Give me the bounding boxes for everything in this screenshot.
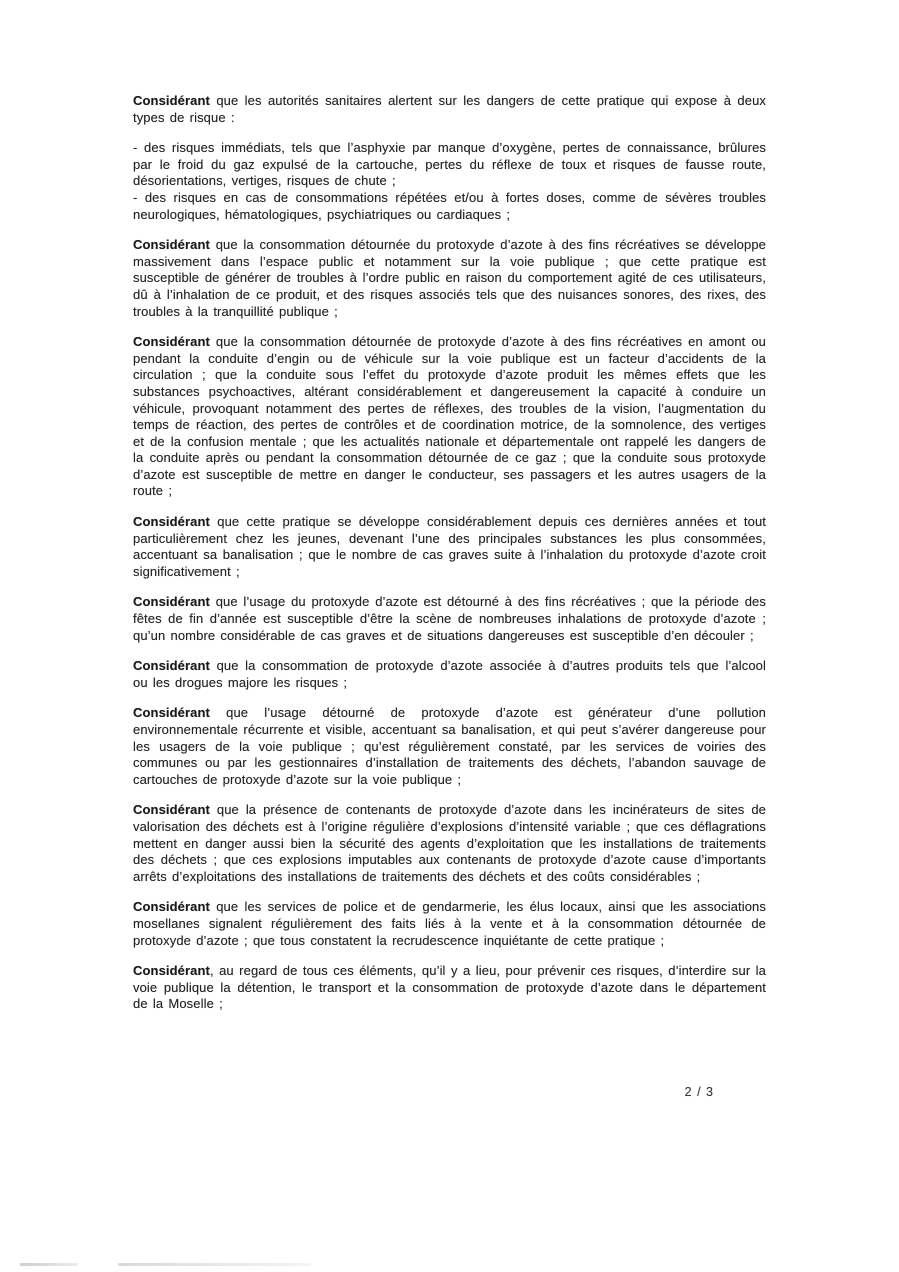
paragraph-text: que l’usage du protoxyde d’azote est détourné à des fins récréatives ; que la période des fêtes de fin d’année est susceptible d’être la scène de nombreuses inhalations de protoxyde d’azote ; qu’un nombre considérable de cas graves et de situations dangereuses est susceptible d’en découler ;	[133, 594, 766, 643]
paragraph-lead: Considérant	[133, 334, 210, 350]
paragraph-considerant-alcool	[133, 658, 766, 691]
paragraph-considerant-risques	[133, 93, 766, 126]
paragraph-text: que la consommation détournée du protoxyde d’azote à des fins récréatives se développe massivement dans l’espace public et notamment sur la voie publique ; que cette pratique est susceptible de générer de troubles à l’ordre public en raison du comportement agité de ces utilisateurs, dû à l’inhalation de ce produit, et des risques associés tels que des nuisances sonores, des rixes, des troubles à la tranquillité publique ;	[133, 237, 766, 319]
paragraph-text: - des risques en cas de consommations répétées et/ou à fortes doses, comme de sévères troubles neurologiques, hématologiques, psychiatriques ou cardiaques ;	[133, 189, 766, 222]
page-number: 2 / 3	[684, 1085, 714, 1099]
document-body	[133, 93, 766, 1013]
paragraph-text: que les services de police et de gendarmerie, les élus locaux, ainsi que les associations mosellanes signalent régulièrement des faits liés à la vente et à la consommation détournée de protoxyde d’azote ; que tous constatent la recrudescence inquiétante de cette pratique ;	[133, 899, 766, 948]
paragraph-considerant-jeunes	[133, 514, 766, 580]
paragraph-lead: Considérant	[133, 899, 210, 915]
paragraph-lead: Considérant	[133, 93, 210, 108]
paragraph-considerant-interdiction	[133, 963, 766, 1013]
paragraph-text: que cette pratique se développe considérablement depuis ces dernières années et tout particulièrement chez les jeunes, devenant l’une des principales substances les plus consommées, accentuant sa banalisation ; que le nombre de cas graves suite à l’inhalation du protoxyde d’azote croit significativement ;	[133, 514, 766, 579]
list-item-risques-repetes	[133, 190, 766, 223]
paragraph-lead: Considérant	[133, 658, 210, 674]
paragraph-text: que l’usage détourné de protoxyde d’azote est générateur d’une pollution environnementale récurrente et visible, accentuant sa banalisation, et qui peut s’avérer dangereuse pour les usagers de la voie publique ; qu’est régulièrement constaté, par les services de voiries des communes ou par les gestionnaires d’installation de traitements des déchets, l’abandon sauvage de cartouches de protoxyde d’azote sur la voie publique ;	[133, 705, 766, 787]
paragraph-lead: Considérant	[133, 802, 210, 818]
paragraph-lead: Considérant	[133, 237, 210, 253]
paragraph-considerant-police	[133, 899, 766, 949]
paragraph-considerant-pollution	[133, 705, 766, 788]
list-item-risques-immediats	[133, 140, 766, 190]
paragraph-text: , au regard de tous ces éléments, qu’il y a lieu, pour prévenir ces risques, d’interdire sur la voie publique la détention, le transport et la consommation de protoxyde d’azote dans le département de la Moselle ;	[133, 963, 766, 1012]
paragraph-considerant-voie-publique	[133, 237, 766, 320]
paragraph-considerant-conduite	[133, 334, 766, 500]
paragraph-text: que la consommation de protoxyde d’azote associée à d’autres produits tels que l’alcool ou les drogues majore les risques ;	[133, 658, 766, 690]
paragraph-considerant-fetes	[133, 594, 766, 644]
paragraph-lead: Considérant	[133, 705, 210, 721]
paragraph-text: que les autorités sanitaires alertent sur les dangers de cette pratique qui expose à deux types de risque :	[133, 93, 766, 125]
paragraph-lead: Considérant	[133, 594, 210, 610]
paragraph-lead: Considérant	[133, 963, 210, 979]
paragraph-text: que la consommation détournée de protoxyde d’azote à des fins récréatives en amont ou pendant la conduite d’engin ou de véhicule sur la voie publique est un facteur d’accidents de la circulation ; que la conduite sous l’effet du protoxyde d’azote produit les mêmes effets que les substances psychoactives, altérant considérablement et dangereusement la capacité à conduire un véhicule, provoquant notamment des pertes de réflexes, des troubles de la vision, l’augmentation du temps de réaction, des pertes de contrôles et de coordination motrice, de la somnolence, des vertiges et de la confusion mentale ; que les actualités nationale et départementale ont rappelé les dangers de la conduite après ou pendant la consommation détournée de ce gaz ; que la conduite sous protoxyde d’azote est susceptible de mettre en danger le conducteur, ses passagers et les autres usagers de la route ;	[133, 334, 766, 499]
paragraph-considerant-incinerateurs	[133, 802, 766, 885]
paragraph-text: que la présence de contenants de protoxyde d’azote dans les incinérateurs de sites de valorisation des déchets est à l’origine régulière d’explosions d’intensité variable ; que ces déflagrations mettent en danger aussi bien la sécurité des agents d’exploitation que les installations de traitements des déchets ; que ces explosions imputables aux contenants de protoxyde d’azote cause d’importants arrêts d’exploitations des installations de traitements des déchets et des coûts considérables ;	[133, 802, 766, 884]
scan-artifact-left	[20, 1263, 78, 1266]
paragraph-lead: Considérant	[133, 514, 210, 530]
paragraph-text: - des risques immédiats, tels que l’asphyxie par manque d’oxygène, pertes de connaissance, brûlures par le froid du gaz expulsé de la cartouche, pertes du réflexe de toux et risques de fausse route, désorientations, vertiges, risques de chute ;	[133, 140, 766, 189]
scan-artifact-right	[118, 1263, 311, 1266]
